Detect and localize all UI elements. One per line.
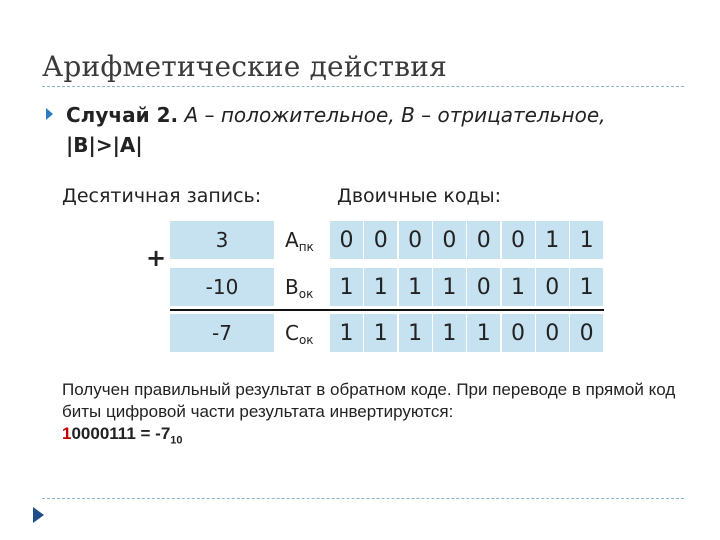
result-digits: 0000111 [71,424,136,443]
case-description [66,100,686,160]
result-equals: = -7 [135,424,171,443]
case-condition: |B|>|A| [66,133,143,157]
decimal-value: -7 [170,314,274,352]
bit-cell: 1 [364,268,397,306]
code-label [285,321,314,347]
note-text: Получен правильный результат в обратном коде. При переводе в прямой код биты цифровой части результата инвертируются: [62,380,676,421]
sign-bit: 1 [62,424,72,443]
result-value [62,424,183,447]
binary-header: Двоичные коды: [337,185,502,207]
bit-cell: 1 [399,314,432,352]
var-a: А [184,103,199,127]
plus-operator: + [146,244,167,272]
code-subscript: ок [298,333,314,347]
bit-cell: 1 [467,314,500,352]
title-divider [42,86,684,87]
slide-title: Арифметические действия [42,50,447,83]
bit-cell: 0 [536,314,569,352]
decimal-value: -10 [170,268,274,306]
code-label [285,228,314,254]
code-letter: A [285,228,299,252]
b-description: отрицательное, [437,103,606,127]
bit-cell: 0 [433,221,466,259]
bit-cell: 0 [502,314,535,352]
bit-cell: 1 [502,268,535,306]
bit-cell: 1 [570,221,603,259]
bit-cell: 0 [536,268,569,306]
bit-cell: 1 [364,314,397,352]
bullet-arrow-icon [46,108,53,120]
bit-cell: 0 [364,221,397,259]
code-subscript: пк [298,240,314,254]
sum-line [170,309,604,311]
nav-arrow-icon[interactable] [33,507,44,523]
bit-cell: 1 [330,314,363,352]
code-label [285,275,313,301]
code-letter: B [285,275,299,299]
bit-cell: 1 [330,268,363,306]
code-subscript: ок [298,287,314,301]
decimal-header: Десятичная запись: [62,185,262,207]
bit-cell: 1 [536,221,569,259]
decimal-value: 3 [170,221,274,259]
dash: – [421,103,432,127]
result-note [62,379,682,451]
bit-cell: 0 [467,268,500,306]
bit-cell: 1 [570,268,603,306]
bit-cell: 0 [570,314,603,352]
case-label: Случай 2. [66,103,179,127]
result-base: 10 [170,434,183,447]
a-description: положительное, [220,103,395,127]
bit-cell: 1 [399,268,432,306]
var-b: В [401,103,415,127]
bit-cell: 0 [399,221,432,259]
code-letter: C [285,321,299,345]
dash: – [204,103,215,127]
bit-cell: 1 [433,314,466,352]
bit-cell: 0 [330,221,363,259]
bit-cell: 0 [467,221,500,259]
footer-divider [42,498,684,499]
bit-cell: 0 [502,221,535,259]
bit-cell: 1 [433,268,466,306]
